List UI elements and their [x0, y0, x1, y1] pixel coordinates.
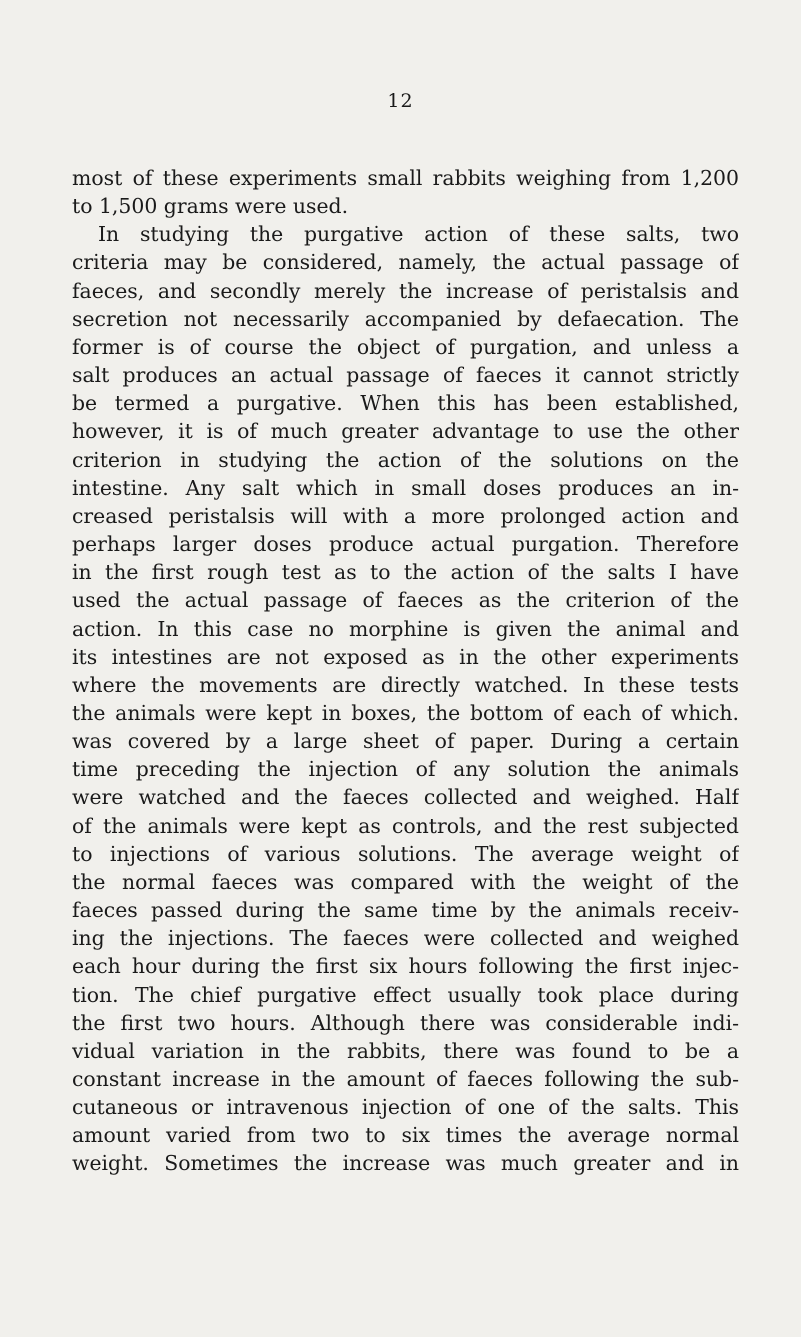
- text-line: criteria may be considered, namely, the actual passage of: [72, 250, 739, 275]
- page-number: 12: [387, 90, 414, 112]
- text-line: faeces passed during the same time by the animals receiv-: [72, 898, 739, 923]
- text-line: to 1,500 grams were used.: [72, 194, 349, 219]
- text-line: were watched and the faeces collected and weighed. Half: [72, 785, 739, 810]
- text-line: vidual variation in the rabbits, there was found to be a: [72, 1038, 739, 1063]
- text-line: where the movements are directly watched. In these tests: [72, 672, 739, 697]
- text-line: ing the injections. The faeces were collected and weighed: [72, 926, 739, 951]
- text-line: former is of course the object of purgation, and unless a: [72, 334, 739, 359]
- text-line: intestine. Any salt which in small doses produces an in-: [72, 475, 739, 500]
- text-line: the normal faeces was compared with the weight of the: [72, 869, 739, 894]
- text-line: action. In this case no morphine is given the animal and: [72, 616, 739, 641]
- text-line: faeces, and secondly merely the increase of peristalsis and: [72, 278, 739, 303]
- text-line: constant increase in the amount of faeces following the sub-: [72, 1067, 739, 1091]
- text-line: in the first rough test as to the action of the salts I have: [72, 560, 739, 585]
- text-line: each hour during the first six hours following the first injec-: [72, 954, 739, 979]
- body-text: [72, 164, 739, 1178]
- text-line: of the animals were kept as controls, and the rest subjected: [72, 813, 739, 838]
- text-line: amount varied from two to six times the average normal: [72, 1123, 739, 1148]
- text-line: time preceding the injection of any solution the animals: [72, 757, 739, 782]
- text-line: cutaneous or intravenous injection of one of the salts. This: [72, 1095, 739, 1120]
- text-line: the first two hours. Although there was considerable indi-: [72, 1010, 739, 1035]
- text-line: most of these experiments small rabbits weighing from 1,200: [72, 166, 739, 190]
- text-line: be termed a purgative. When this has been established,: [72, 391, 739, 416]
- text-line: creased peristalsis will with a more prolonged action and: [72, 503, 739, 528]
- text-line: to injections of various solutions. The average weight of: [72, 841, 739, 866]
- text-line: its intestines are not exposed as in the other experiments: [72, 644, 739, 669]
- text-line: In studying the purgative action of these salts, two: [98, 222, 739, 247]
- text-line: the animals were kept in boxes, the bottom of each of which.: [72, 700, 739, 725]
- text-line: criterion in studying the action of the solutions on the: [72, 447, 739, 472]
- text-line: weight. Sometimes the increase was much greater and in: [72, 1151, 739, 1176]
- text-line: salt produces an actual passage of faeces it cannot strictly: [72, 363, 739, 388]
- text-line: used the actual passage of faeces as the criterion of the: [72, 588, 739, 613]
- text-line: however, it is of much greater advantage to use the other: [72, 419, 739, 444]
- text-line: secretion not necessarily accompanied by defaecation. The: [72, 306, 739, 331]
- text-line: perhaps larger doses produce actual purgation. Therefore: [72, 532, 739, 557]
- text-line: tion. The chief purgative effect usually took place during: [72, 982, 739, 1007]
- text-line: was covered by a large sheet of paper. During a certain: [72, 729, 739, 754]
